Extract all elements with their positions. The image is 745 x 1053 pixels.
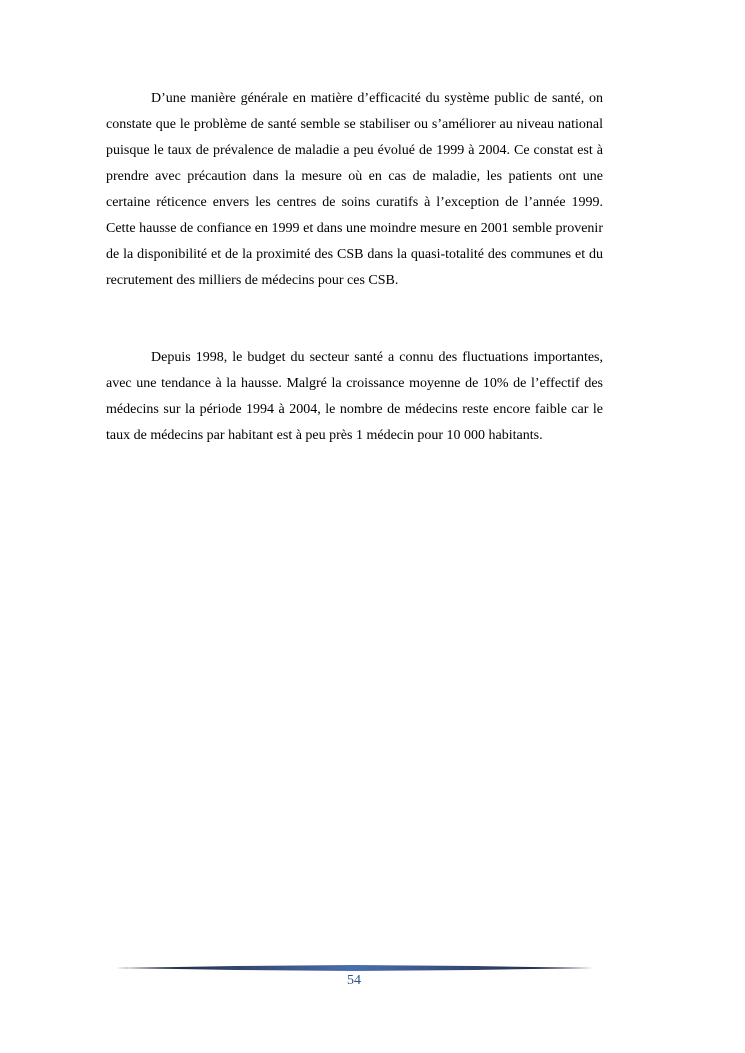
- page-number: 54: [347, 973, 361, 988]
- footer-rule: [116, 965, 594, 971]
- paragraph: Depuis 1998, le budget du secteur santé a connu des fluctuations importantes, avec une tendance à la hausse. Malgré la croissance moyenne de 10% de l’effectif des médecins sur la période 1994 à 2004, le nombre de médecins reste encore faible car le taux de médecins par habitant est à peu près 1 médecin pour 10 000 habitants.: [106, 350, 603, 443]
- paragraph: D’une manière générale en matière d’efficacité du système public de santé, on constate que le problème de santé semble se stabiliser ou s’améliorer au niveau national puisque le taux de prévalence de maladie a peu évolué de 1999 à 2004. Ce constat est à prendre avec précaution dans la mesure où en cas de maladie, les patients ont une certaine réticence envers les centres de soins curatifs à l’exception de l’année 1999. Cette hausse de confiance en 1999 et dans une moindre mesure en 2001 semble provenir de la disponibilité et de la proximité des CSB dans la quasi-totalité des communes et du recrutement des milliers de médecins pour ces CSB.: [106, 91, 603, 288]
